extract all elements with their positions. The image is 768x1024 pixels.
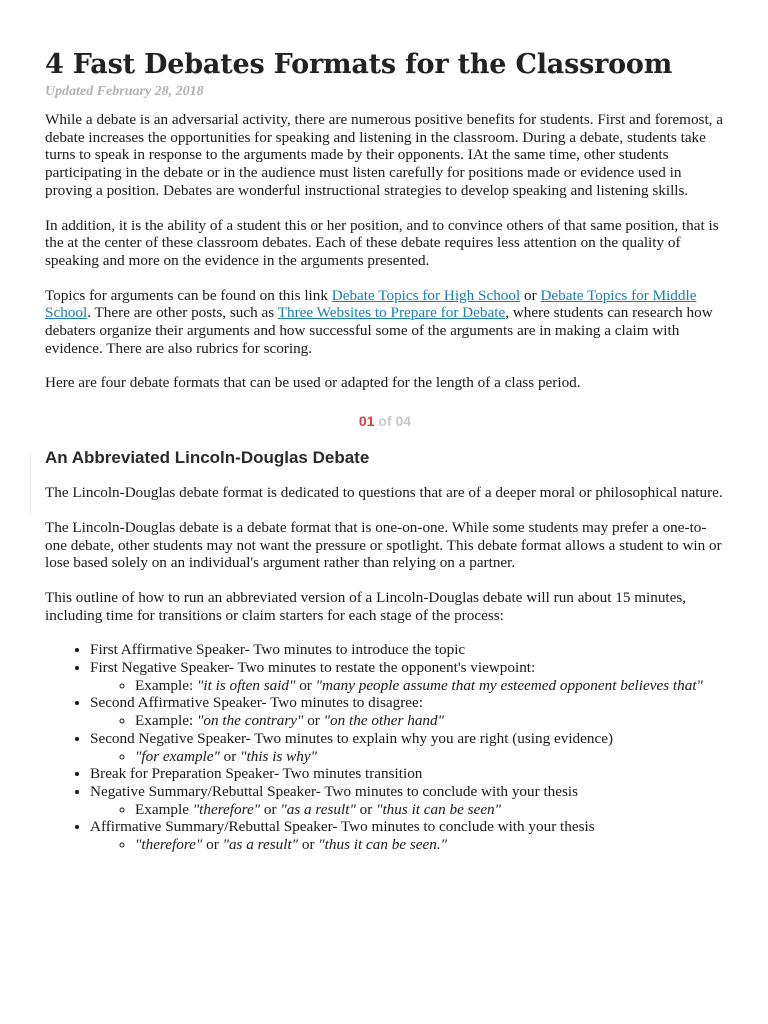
list-item-text: Affirmative Summary/Rebuttal Speaker- Two minutes to conclude with your thesis bbox=[90, 818, 595, 836]
list-item bbox=[90, 783, 725, 818]
list-item bbox=[90, 694, 725, 729]
quote: "on the other hand" bbox=[323, 712, 444, 730]
intro-text: . There are other posts, such as bbox=[87, 304, 278, 322]
quote: "many people assume that my esteemed opponent believes that" bbox=[315, 676, 703, 694]
list-item bbox=[90, 818, 725, 853]
sub-list-item bbox=[135, 801, 725, 819]
sub-list bbox=[90, 836, 725, 854]
sub-list bbox=[90, 677, 725, 695]
quote: "thus it can be seen." bbox=[318, 836, 448, 854]
intro-text: Topics for arguments can be found on this link bbox=[45, 286, 332, 304]
or-text: or bbox=[355, 800, 377, 818]
list-item-text: Second Negative Speaker- Two minutes to explain why you are right (using evidence) bbox=[90, 729, 614, 747]
link-debate-topics-high-school[interactable]: Debate Topics for High School bbox=[331, 286, 521, 304]
list-item-text: Negative Summary/Rebuttal Speaker- Two minutes to conclude with your thesis bbox=[90, 782, 579, 800]
article bbox=[45, 48, 725, 854]
section-paragraph-1: The Lincoln-Douglas debate format is dedicated to questions that are of a deeper moral or philosophical nature. bbox=[45, 484, 723, 502]
example-prefix: Example: bbox=[135, 712, 197, 730]
content-divider bbox=[30, 455, 31, 513]
or-text: or bbox=[298, 836, 319, 854]
sub-list-item bbox=[135, 836, 725, 854]
quote: "thus it can be seen" bbox=[376, 800, 502, 818]
quote: "it is often said" bbox=[197, 676, 296, 694]
page-title: 4 Fast Debates Formats for the Classroom bbox=[45, 49, 673, 80]
section-heading: An Abbreviated Lincoln-Douglas Debate bbox=[45, 448, 370, 468]
sub-list bbox=[90, 712, 725, 730]
section-paragraph-3: This outline of how to run an abbreviated version of a Lincoln-Douglas debate will run about 15 minutes, including time for transitions or claim starters for each stage of the process: bbox=[45, 588, 687, 624]
intro-paragraph-4: Here are four debate formats that can be used or adapted for the length of a class period. bbox=[45, 374, 581, 392]
link-three-websites-prepare-debate[interactable]: Three Websites to Prepare for Debate bbox=[277, 304, 506, 322]
link-debate-topics-middle-school[interactable]: Debate Topics for Middle School bbox=[45, 286, 697, 322]
quote: "therefore" bbox=[192, 800, 261, 818]
intro-paragraph-2: In addition, it is the ability of a student this or her position, and to convince others of that same position, that is the at the center of these classroom debates. Each of these debate requires less attention on the quality of speaking and more on the evidence in the arguments presented. bbox=[45, 216, 719, 269]
sub-list-item bbox=[135, 677, 725, 695]
or-text: or bbox=[295, 676, 316, 694]
list-item-text: Break for Preparation Speaker- Two minutes transition bbox=[90, 765, 423, 783]
list-item bbox=[90, 765, 725, 783]
counter-current: 01 bbox=[358, 413, 375, 430]
list-item bbox=[90, 730, 725, 765]
list-item-text: First Negative Speaker- Two minutes to restate the opponent's viewpoint: bbox=[90, 659, 536, 677]
or-text: or bbox=[303, 712, 324, 730]
quote: "for example" bbox=[135, 747, 220, 765]
list-item-text: First Affirmative Speaker- Two minutes to introduce the topic bbox=[90, 641, 466, 659]
quote: "on the contrary" bbox=[197, 712, 304, 730]
intro-paragraph-3 bbox=[45, 287, 725, 358]
section-paragraph-2: The Lincoln-Douglas debate is a debate format that is one-on-one. While some students may prefer a one-to-one debate, other students may not want the pressure or spotlight. This debate format allows a student to win or lose based solely on an individual's argument rather than relying on a partner. bbox=[45, 518, 722, 572]
list-item-text: Second Affirmative Speaker- Two minutes to disagree: bbox=[90, 694, 423, 712]
slide-counter bbox=[45, 412, 725, 430]
sub-list-item bbox=[135, 748, 725, 766]
quote: "as a result" bbox=[222, 836, 299, 854]
or-text: or bbox=[260, 800, 281, 818]
sub-list bbox=[90, 748, 725, 766]
or-text: or bbox=[219, 747, 241, 765]
list-item bbox=[90, 659, 725, 694]
quote: "as a result" bbox=[280, 800, 356, 818]
counter-total: of 04 bbox=[374, 413, 412, 430]
quote: "this is why" bbox=[240, 747, 318, 765]
example-prefix: Example bbox=[135, 800, 193, 818]
intro-paragraph-1: While a debate is an adversarial activity, there are numerous positive benefits for students. First and foremost, a debate increases the opportunities for speaking and listening in the classroom. During a debate, students take turns to speak in response to the arguments made by their opponents. IAt the same time, other students participating in the debate or in the audience must listen carefully for positions made or evidence used in proving a position. Debates are wonderful instructional strategies to develop speaking and listening skills. bbox=[45, 111, 724, 199]
example-prefix: Example: bbox=[135, 676, 197, 694]
sub-list bbox=[90, 801, 725, 819]
intro-text: , where students can research how debaters organize their arguments and how successful some of the arguments are in making a claim with evidence. There are also rubrics for scoring. bbox=[45, 304, 713, 357]
list-item bbox=[90, 641, 725, 659]
intro-text: or bbox=[520, 286, 541, 304]
quote: "therefore" bbox=[135, 836, 203, 854]
or-text: or bbox=[202, 836, 223, 854]
debate-outline-list bbox=[45, 641, 725, 853]
sub-list-item bbox=[135, 712, 725, 730]
updated-date: Updated February 28, 2018 bbox=[45, 84, 204, 99]
